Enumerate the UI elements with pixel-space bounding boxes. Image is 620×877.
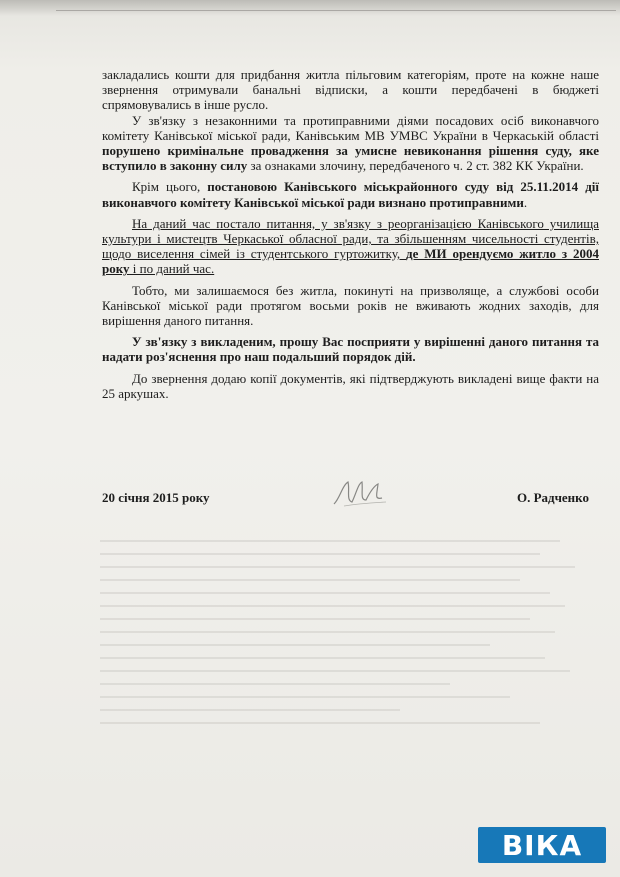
- paragraph-1: закладались кошти для придбання житла пільговим категоріям, проте на кожне наше звернення отримували банальні відписки, а кошти передбачені в бюджеті спрямовувались в інше русло.: [102, 67, 599, 113]
- court-ruling-text: постановою Канівського міськрайонного суду від 25.11.2014 дії виконавчого комітету Канівської міської ради визнано протиправними: [102, 179, 600, 210]
- paragraph-6: [102, 334, 599, 364]
- scan-top-edge: [0, 0, 620, 16]
- letter-body: [102, 67, 599, 401]
- vika-logo: [478, 827, 606, 863]
- paragraph-5: Тобто, ми залишаємося без житла, покинуті на призволяще, а службові особи Канівської міської ради протягом восьми років не вживають жодних заходів, для вирішення даного питання.: [102, 282, 599, 329]
- housing-since-text: де МИ орендуємо житло з 2004 року: [102, 246, 599, 277]
- letter-date: 20 січня 2015 року: [102, 490, 210, 505]
- paragraph-4: На даний час постало питання, у зв'язку з реорганізацією Канівського училища культури і мистецтв Черкаської обласної ради, та збільшенням чисельності студентів, щодо виселення сімей із студентського гуртожитку, де МИ орендуємо житло з 2004 року і по даний час.: [102, 215, 599, 277]
- paragraph-2: У зв'язку з незаконними та протиправними діями посадових осіб виконавчого комітету Канівської міської ради, Канівським МВ УМВС України в Черкаській області порушено кримінальне провадження за умисне невиконання рішення суду, яке вступило в законну силу за ознаками злочину, передбаченого ч. 2 ст. 382 КК України.: [102, 112, 599, 174]
- criminal-case-text: порушено кримінальне провадження за умисне невиконання рішення суду, яке вступило в законну силу: [102, 143, 599, 174]
- signature-row: [102, 490, 599, 510]
- paragraph-3: Крім цього, постановою Канівського міськрайонного суду від 25.11.2014 дії виконавчого комітету Канівської міської ради визнано протиправними.: [102, 179, 600, 210]
- request-text: У зв'язку з викладеним, прошу Вас посприяти у вирішенні даного питання та надати роз'яснення про наш подальший порядок дій.: [102, 334, 599, 365]
- reverse-side-bleed: [100, 540, 600, 770]
- handwritten-signature: [330, 476, 390, 512]
- scan-top-line: [56, 10, 616, 11]
- vika-logo-text: ВІКА: [501, 828, 583, 862]
- paragraph-7: До звернення додаю копії документів, які підтверджують викладені вище факти на 25 аркушах.: [102, 370, 599, 401]
- signer-name: О. Радченко: [516, 490, 589, 505]
